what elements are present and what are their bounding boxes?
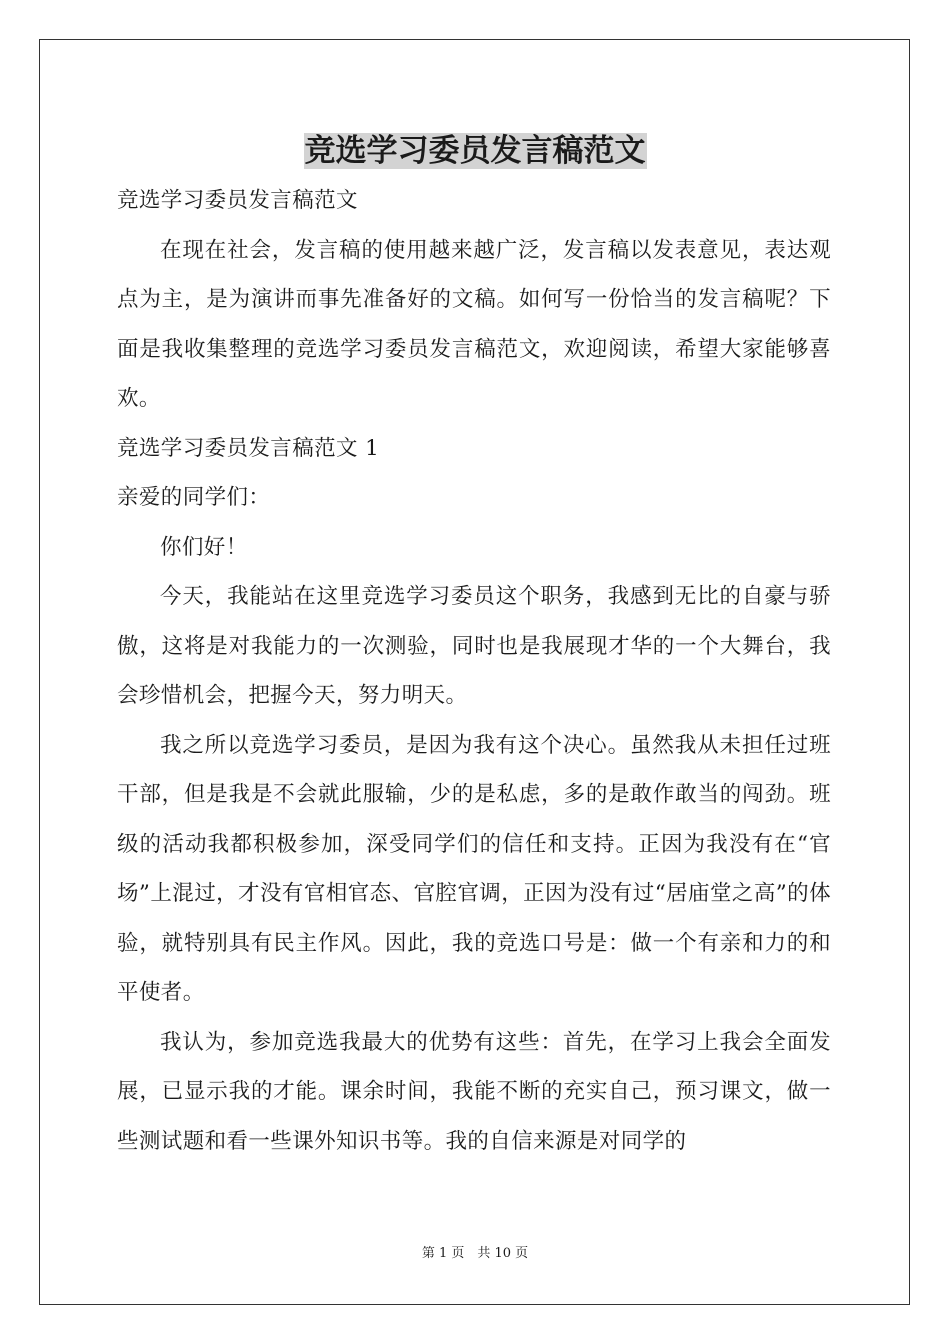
paragraph-intro: 在现在社会，发言稿的使用越来越广泛，发言稿以发表意见，表达观点为主，是为演讲而事先准备好的文稿。如何写一份恰当的发言稿呢？下面是我收集整理的竞选学习委员发言稿范文，欢迎阅读，希望大家能够喜欢。	[117, 237, 831, 411]
paragraph-salutation: 亲爱的同学们：	[117, 485, 271, 510]
page-footer	[0, 1244, 950, 1264]
document-body	[117, 176, 831, 1166]
paragraph-heading: 竞选学习委员发言稿范文	[117, 188, 358, 213]
page-number: 第 1 页 共 10 页	[421, 1246, 529, 1261]
paragraph-body-3: 我认为，参加竞选我最大的优势有这些：首先，在学习上我会全面发展，已显示我的才能。课余时间，我能不断的充实自己，预习课文，做一些测试题和看一些课外知识书等。我的自信来源是对同学的	[117, 1029, 831, 1154]
paragraph-body-2: 我之所以竞选学习委员，是因为我有这个决心。虽然我从未担任过班干部，但是我是不会就此服输，少的是私虑，多的是敢作敢当的闯劲。班级的活动我都积极参加，深受同学们的信任和支持。正因为我没有在“官场”上混过，才没有官相官态、官腔官调，正因为没有过“居庙堂之高”的体验，就特别具有民主作风。因此，我的竞选口号是：做一个有亲和力的和平使者。	[117, 732, 831, 1005]
paragraph-greeting: 你们好！	[160, 534, 248, 560]
document-title-text: 竞选学习委员发言稿范文	[304, 133, 646, 169]
paragraph-body-1: 今天，我能站在这里竞选学习委员这个职务，我感到无比的自豪与骄傲，这将是对我能力的一次测验，同时也是我展现才华的一个大舞台，我会珍惜机会，把握今天，努力明天。	[117, 584, 831, 708]
paragraph-section-title: 竞选学习委员发言稿范文 1	[117, 435, 380, 461]
document-title	[0, 126, 950, 176]
